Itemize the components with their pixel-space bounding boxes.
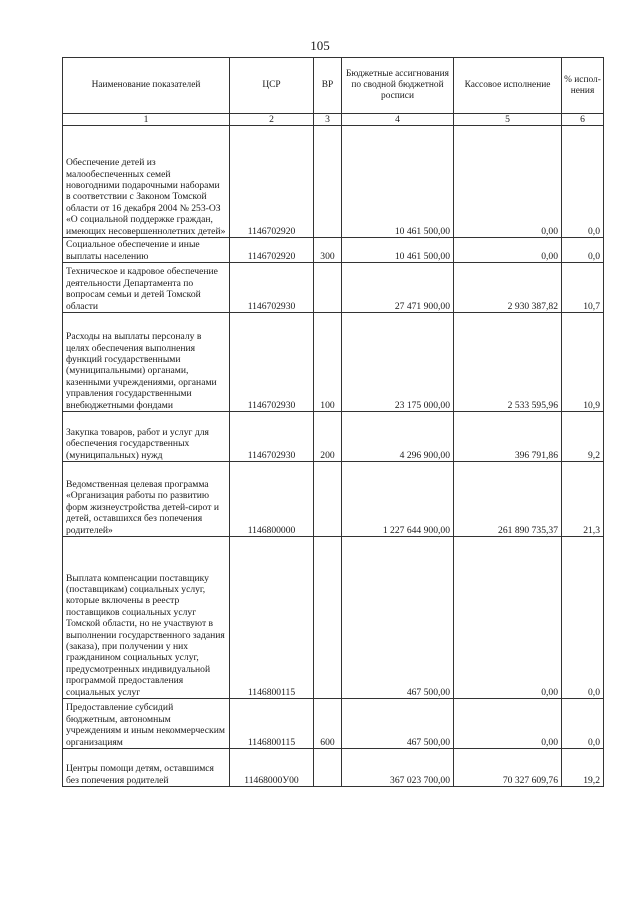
row-vr [314,126,342,238]
table-row [63,263,604,313]
row-percent: 0,0 [562,699,604,749]
row-cash: 261 890 735,37 [454,462,562,537]
row-percent: 0,0 [562,238,604,263]
row-csr: 1146800115 [230,699,314,749]
row-vr [314,749,342,787]
row-vr: 300 [314,238,342,263]
table-row [63,749,604,787]
row-csr: 1146702920 [230,238,314,263]
table-row [63,238,604,263]
header-vr: ВР [314,58,342,114]
table-header-row [63,58,604,114]
row-vr: 200 [314,412,342,462]
row-vr [314,537,342,699]
header-indicator-name: Наименование показателей [63,58,230,114]
table-row [63,537,604,699]
row-name: Обеспечение детей из малообеспеченных семей новогодними подарочными наборами в соответствии с Законом Томской области от 16 декабря 2004 № 253-ОЗ «О социальной поддержке граждан, имеющих несовершеннолетних детей» [63,126,230,238]
row-budget: 10 461 500,00 [342,126,454,238]
header-execution-percent: % испол-нения [562,58,604,114]
table-row [63,313,604,412]
row-name: Выплата компенсации поставщику (поставщикам) социальных услуг, которые включены в реестр поставщиков социальных услуг Томской области, но не участвуют в выполнении государственного задания (заказа), при получении у них гражданином социальных услуг, предусмотренных индивидуальной программой предоставления социальных услуг [63,537,230,699]
row-percent: 10,7 [562,263,604,313]
row-cash: 396 791,86 [454,412,562,462]
row-budget: 367 023 700,00 [342,749,454,787]
row-budget: 467 500,00 [342,699,454,749]
row-csr: 1146800000 [230,462,314,537]
budget-execution-table [62,57,604,787]
row-name: Расходы на выплаты персоналу в целях обеспечения выполнения функций государственными (муниципальными) органами, казенными учреждениями, органами управления государственными внебюджетными фондами [63,313,230,412]
row-csr: 11468000У00 [230,749,314,787]
row-cash: 0,00 [454,126,562,238]
column-number: 3 [314,114,342,126]
row-percent: 0,0 [562,126,604,238]
header-csr: ЦСР [230,58,314,114]
row-cash: 2 930 387,82 [454,263,562,313]
row-name: Центры помощи детям, оставшимся без попечения родителей [63,749,230,787]
column-number: 6 [562,114,604,126]
row-budget: 4 296 900,00 [342,412,454,462]
column-number: 4 [342,114,454,126]
row-budget: 10 461 500,00 [342,238,454,263]
row-csr: 1146702930 [230,263,314,313]
row-csr: 1146702920 [230,126,314,238]
row-csr: 1146800115 [230,537,314,699]
row-name: Техническое и кадровое обеспечение деятельности Департамента по вопросам семьи и детей Томской области [63,263,230,313]
row-budget: 1 227 644 900,00 [342,462,454,537]
page-number: 105 [310,38,330,53]
table-row [63,699,604,749]
row-vr [314,462,342,537]
row-budget: 27 471 900,00 [342,263,454,313]
row-percent: 0,0 [562,537,604,699]
row-vr [314,263,342,313]
row-cash: 0,00 [454,699,562,749]
header-budget-allocations: Бюджетные ассигнования по сводной бюджетной росписи [342,58,454,114]
table-row [63,412,604,462]
row-percent: 21,3 [562,462,604,537]
row-name: Ведомственная целевая программа «Организация работы по развитию форм жизнеустройства детей-сирот и детей, оставшихся без попечения родителей» [63,462,230,537]
row-vr: 600 [314,699,342,749]
column-number: 1 [63,114,230,126]
row-vr: 100 [314,313,342,412]
row-percent: 9,2 [562,412,604,462]
column-number: 2 [230,114,314,126]
row-name: Закупка товаров, работ и услуг для обеспечения государственных (муниципальных) нужд [63,412,230,462]
row-csr: 1146702930 [230,412,314,462]
row-budget: 23 175 000,00 [342,313,454,412]
header-cash-execution: Кассовое исполнение [454,58,562,114]
row-name: Социальное обеспечение и иные выплаты населению [63,238,230,263]
row-percent: 10,9 [562,313,604,412]
row-csr: 1146702930 [230,313,314,412]
row-cash: 0,00 [454,537,562,699]
row-cash: 2 533 595,96 [454,313,562,412]
column-number: 5 [454,114,562,126]
table-row [63,462,604,537]
row-cash: 0,00 [454,238,562,263]
row-cash: 70 327 609,76 [454,749,562,787]
row-budget: 467 500,00 [342,537,454,699]
row-percent: 19,2 [562,749,604,787]
table-row [63,126,604,238]
row-name: Предоставление субсидий бюджетным, автономным учреждениям и иным некоммерческим организациям [63,699,230,749]
column-number-row [63,114,604,126]
